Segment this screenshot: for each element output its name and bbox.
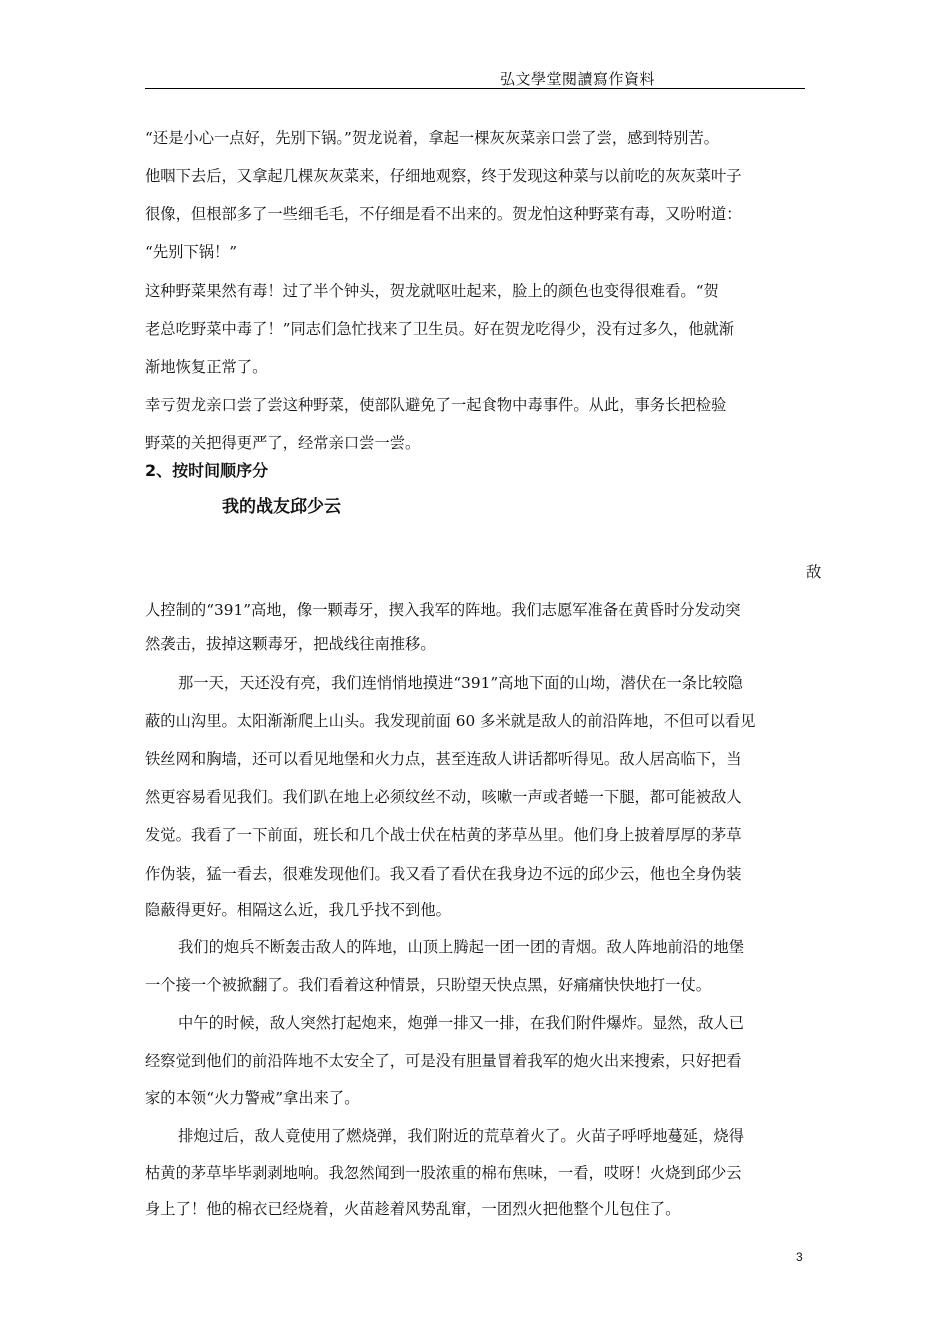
- text-line: 野菜的关把得更严了，经常亲口尝一尝。: [145, 434, 421, 452]
- page-number: 3: [796, 1250, 803, 1264]
- section-heading: 2、按时间顺序分: [145, 461, 269, 480]
- text-line: 渐地恢复正常了。: [145, 358, 268, 376]
- text-line: 我们的炮兵不断轰击敌人的阵地，山顶上腾起一团一团的青烟。敌人阵地前沿的地堡: [178, 938, 744, 956]
- text-line: 一个接一个被掀翻了。我们看着这种情景，只盼望天快点黑，好痛痛快快地打一仗。: [145, 976, 711, 994]
- text-line: 然袭击，拔掉这颗毒牙，把战线往南推移。: [145, 635, 436, 653]
- text-line: 他咽下去后，又拿起几棵灰灰菜来，仔细地观察，终于发现这种菜与以前吃的灰灰菜叶子: [145, 167, 742, 185]
- text-line: 蔽的山沟里。太阳渐渐爬上山头。我发现前面 60 多米就是敌人的前沿阵地，不但可以看见: [145, 712, 756, 730]
- text-line: “还是小心一点好，先别下锅。”贺龙说着，拿起一棵灰灰菜亲口尝了尝，感到特别苦。: [145, 129, 719, 147]
- text-line: 隐蔽得更好。相隔这么近，我几乎找不到他。: [145, 901, 451, 919]
- text-line: 老总吃野菜中毒了！”同志们急忙找来了卫生员。好在贺龙吃得少，没有过多久，他就渐: [145, 320, 735, 338]
- text-line: 排炮过后，敌人竟使用了燃烧弹，我们附近的荒草着火了。火苗子呼呼地蔓延，烧得: [178, 1127, 744, 1145]
- text-line: 这种野菜果然有毒！过了半个钟头，贺龙就呕吐起来，脸上的颜色也变得很难看。“贺: [145, 282, 719, 300]
- text-line: 身上了！他的棉衣已经烧着，火苗趁着风势乱窜，一团烈火把他整个儿包住了。: [145, 1200, 681, 1218]
- text-line: 中午的时候，敌人突然打起炮来，炮弹一排又一排，在我们附件爆炸。显然，敌人已: [178, 1014, 744, 1032]
- text-line: 敌: [806, 563, 822, 581]
- text-line: 很像，但根部多了一些细毛毛，不仔细是看不出来的。贺龙怕这种野菜有毒，又吩咐道：: [145, 205, 742, 223]
- text-line: 家的本领“火力警戒”拿出来了。: [145, 1089, 360, 1107]
- page-header: [145, 58, 805, 89]
- article-title: 我的战友邱少云: [222, 497, 341, 517]
- text-line: 人控制的“391”高地，像一颗毒牙，揳入我军的阵地。我们志愿军准备在黄昏时分发动突: [145, 601, 741, 619]
- text-line: 枯黄的茅草毕毕剥剥地响。我忽然闻到一股浓重的棉布焦味，一看，哎呀！火烧到邱少云: [145, 1164, 742, 1182]
- text-line: 那一天，天还没有亮，我们连悄悄地摸进“391”高地下面的山坳，潜伏在一条比较隐: [178, 674, 743, 692]
- text-line: “先别下锅！”: [145, 243, 238, 261]
- text-line: 幸亏贺龙亲口尝了尝这种野菜，使部队避免了一起食物中毒事件。从此，事务长把检验: [145, 396, 727, 414]
- header-title: 弘文學堂閱讀寫作資料: [499, 70, 655, 88]
- text-line: 铁丝网和胸墙，还可以看见地堡和火力点，甚至连敌人讲话都听得见。敌人居高临下，当: [145, 750, 742, 768]
- text-line: 然更容易看见我们。我们趴在地上必须纹丝不动，咳嗽一声或者蜷一下腿，都可能被敌人: [145, 788, 742, 806]
- text-line: 作伪装，猛一看去，很难发现他们。我又看了看伏在我身边不远的邱少云，他也全身伪装: [145, 865, 742, 883]
- text-line: 经察觉到他们的前沿阵地不太安全了，可是没有胆量冒着我军的炮火出来搜索，只好把看: [145, 1052, 742, 1070]
- text-line: 发觉。我看了一下前面，班长和几个战士伏在枯黄的茅草丛里。他们身上披着厚厚的茅草: [145, 826, 742, 844]
